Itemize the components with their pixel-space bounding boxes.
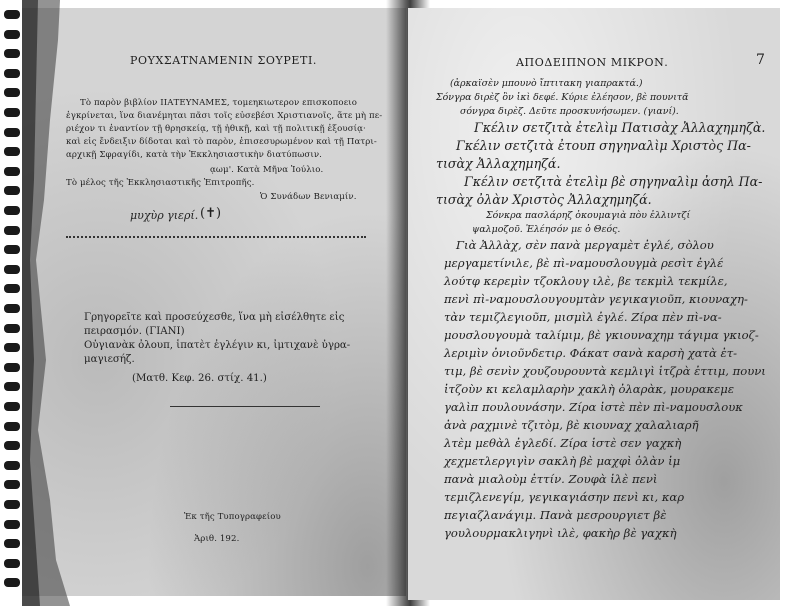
text-line: τισὰχ Ἀλλαχημηζά. [436,156,561,171]
text-line: λτὲμ μεθὰλ ἐγλεδί. Ζίρα ἰστὲ σεν γαχκὴ [444,436,682,450]
approval-line: Τὸ παρὸν βιβλίον ΙΙΑΤΕΥΝΑΜΕΣ, τομεηκιωτερον επισκοποειο [80,98,357,108]
text-line: Σόνκρα πασλάρηζ ὀκουμαγιὰ πὸυ ἐλλιντζί [486,210,691,221]
text-line: λούτφ κερεμὶν τζοκλουγ ιλὲ, βε τεκμὶλ τεκμίλε, [444,274,728,288]
binding-coil [4,480,20,489]
binding-coil [4,539,20,548]
binding-coil [4,441,20,450]
text-line: Γιὰ Ἀλλὰχ, σὲν πανὰ μεργαμὲτ ἐγλέ, σὸλου [456,238,714,252]
quote-line: Οὐγιανὰκ ὀλουπ, ἱπατὲτ ἐγλέγιν κι, ἰμτιχανὲ ὐγρα- [84,340,351,351]
text-line: τισὰχ ὀλὰν Χριστὸς Ἀλλαχημηζά. [436,192,652,207]
text-line: τεμιζλενεγίμ, γεγικαγιάσην πενὶ κι, καρ [444,490,685,504]
approval-line: καὶ εἰς ἔνδειξιν δίδοται καὶ τὸ παρὸν, ἐπισεσυρωμένον καὶ τῇ Πατρι- [66,137,377,147]
binding-coil [4,559,20,568]
binding-coil [4,500,20,509]
text-line: πενὶ πὶ-ναμουσλουγουμτὰν γεγικαγιοῦπ, κιουναχη- [444,292,748,306]
binding-coil [4,206,20,215]
text-line: τιμ, βὲ σενὶν χουζουρουντὰ κεμλιγὶ ἰτζρὰ ἐττιμ, πουνι [444,364,766,378]
page-number: 7 [756,52,765,68]
text-line: Γκέλιν σετζιτὰ ἐτελὶμ βὲ σηγηναλὶμ ἀσηλ Πα- [464,174,763,189]
binding-coil [4,578,20,587]
text-line: τὰν τεμιζλεγιοῦπ, μισμὶλ ἐγλέ. Ζίρα πὲν πὶ-να- [444,310,722,324]
binding-coil [4,304,20,313]
printer-line: Ἐκ τῆς Τυπογραφείου [184,512,281,522]
binding-coil [4,422,20,431]
binding-coil [4,402,20,411]
binding-coil [4,69,20,78]
left-page-header: ΡΟΥΧΣΑΤΝΑΜΕΝΙΝ ΣΟΥΡΕΤΙ. [130,54,317,67]
binding-coil [4,88,20,97]
text-line: λεριμὶν ὀνιοῦνδετιρ. Φάκατ σανὰ καρσὴ χατὰ ἐτ- [444,346,738,360]
bible-citation: (Ματθ. Κεφ. 26. στίχ. 41.) [132,373,267,384]
text-line: πεγιαζλανάγιμ. Πανὰ μεσρουργιετ βὲ [444,508,667,522]
text-line: (ἀρκαϊσὲν μπουνὸ ἴπτιτακη γιαπρακτά.) [450,78,643,89]
binding-coil [4,186,20,195]
binding-coil [4,147,20,156]
date-line: ᾳωμ'. Κατὰ Μῆνα Ἰούλιο. [210,165,324,175]
binding-coil [4,128,20,137]
text-line: γουλουρμακλιγηνὶ ιλὲ, φακὴρ βὲ γαχκὴ [444,526,677,540]
text-line: ἰτζοὺν κι κελαμλαρὴν χακλὴ ὀλαρὰκ, μουρακεμε [444,382,735,396]
text-line: Σόνγρα διρὲζ ὂν ἰκὶ δεφέ. Κύριε ἐλέησον, βὲ πουνιτᾶ [436,92,689,103]
text-line: ἀνὰ ραχμινὲ τζιτὸμ, βὲ κιουναχ χαλαλιαρῆ [444,418,699,432]
binding-coil [4,49,20,58]
binding-coil [4,167,20,176]
binding-coil [4,226,20,235]
text-line: Γκέλιν σετζιτὰ ἐτουπ σηγηναλὶμ Χριστὸς Πα- [456,138,751,153]
committee-line: Τὸ μέλος τῆς Ἐκκλησιαστικῆς Ἐπιτροπῆς. [66,178,255,188]
binding-coil [4,284,20,293]
quote-line: Γρηγορεῖτε καὶ προσεύχεσθε, ἵνα μὴ εἰσέλθητε εἰς [84,312,345,323]
text-line: πανὰ μιαλοὺμ ἐττίν. Ζουφὰ ἰλὲ πενὶ [444,472,658,486]
cross-stamp-icon: (✝) [200,206,222,221]
binding-coil [4,245,20,254]
text-line: ψαλμοζοῦ. Ἐλέησόν με ὁ Θεός. [472,224,621,235]
approval-line: αρχικῇ Σφραγίδι, κατὰ τὴν Ἐκκλησιαστικὴν διατύπωσιν. [66,150,323,160]
binding-coil [4,520,20,529]
binding-coil [4,343,20,352]
quote-line: πειρασμόν. (ΓΙΑΝΙ) [84,326,185,337]
signature: Ὁ Συνάδων Βενιαμίν. [260,192,357,202]
closing-rule [170,406,320,407]
text-line: μεργαμετίνιλε, βὲ πὶ-ναμουσλουγμὰ ρεσὶτ ἐγλέ [444,256,724,270]
ornamental-divider [66,236,366,238]
approval-line: ριέχον τι ἐναντίον τῇ θρησκείᾳ, τῇ ἠθικῇ, καὶ τῇ πολιτικῇ ἐξουσίᾳ· [66,124,366,134]
text-line: χεχμετλεργιγὶν σακλὴ βὲ μαχφὶ ὀλὰν ἰμ [444,454,681,468]
stamp-label: μυχὺρ γιερί. [130,209,199,222]
text-line: σόνγρα διρὲζ. Δεῦτε προσκυνήσωμεν. (γιανί). [460,106,679,117]
text-line: γαλὶπ πουλουνάσην. Ζίρα ἰστὲ πὲν πὶ-ναμουσλουκ [444,400,743,414]
binding-coil [4,10,20,19]
right-page [408,8,780,600]
right-page-header: ΑΠΟΔΕΙΠΝΟΝ ΜΙΚΡΟΝ. [516,56,669,69]
text-line: μουσλουγουμὰ ταλίμιμ, βὲ γκιουναχημ τάγιμα γκιοζ- [444,328,759,342]
binding-coil [4,363,20,372]
approval-line: ἐγκρίνεται, ἵνα διανέμηται πᾶσι τοῖς εὐσεβέσι Χριστιανοῖς, ἅτε μὴ πε- [66,111,383,121]
binding-coil [4,265,20,274]
binding-coil [4,382,20,391]
binding-coil [4,108,20,117]
binding-coil [4,461,20,470]
binding-coil [4,324,20,333]
printer-number: Ἀριθ. 192. [194,534,240,544]
quote-line: μαγιεσήζ. [84,354,135,365]
spiral-binding [4,10,22,600]
text-line: Γκέλιν σετζιτὰ ἐτελὶμ Πατισὰχ Ἀλλαχημηζὰ. [474,120,766,135]
binding-coil [4,30,20,39]
